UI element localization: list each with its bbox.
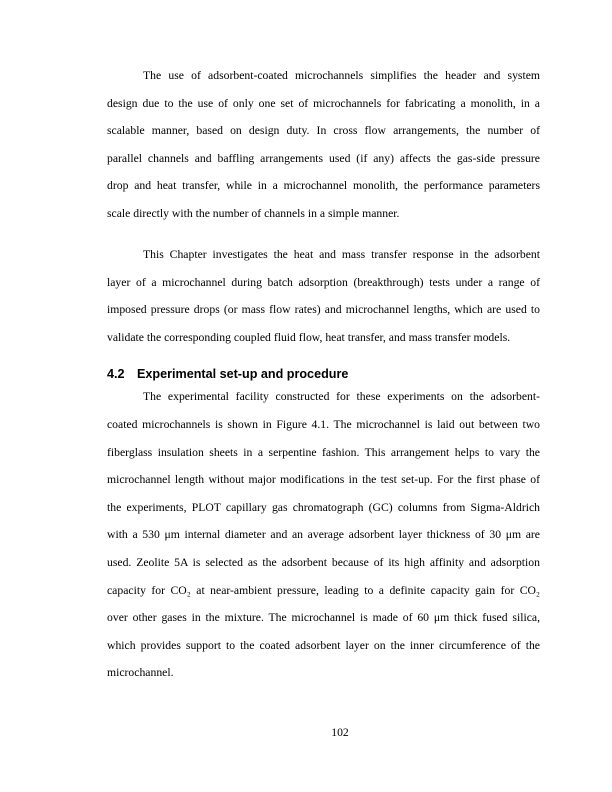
text-line: The experimental facility constructed for these experiments on the adsorbent-	[143, 390, 540, 404]
text-line: imposed pressure drops (or mass flow rates) and microchannel lengths, which are used to	[107, 303, 540, 317]
text-line: The use of adsorbent-coated microchannels simplifies the header and system	[143, 69, 540, 82]
text-line: This Chapter investigates the heat and mass transfer response in the adsorbent	[143, 248, 540, 262]
paragraph-3	[107, 383, 540, 687]
text-line: over other gases in the mixture. The microchannel is made of 60 μm thick fused silica,	[107, 611, 540, 625]
page-number: 102	[331, 726, 349, 739]
text-line: parallel channels and baffling arrangements used (if any) affects the gas-side pressure	[107, 151, 540, 165]
text-line: scale directly with the number of channels in a simple manner.	[107, 206, 400, 220]
text-line: capacity for CO₂ at near-ambient pressure, leading to a definite capacity gain for CO₂	[107, 583, 540, 597]
document-body	[107, 62, 540, 700]
paragraph-2	[107, 241, 540, 351]
text-line: design due to the use of only one set of microchannels for fabricating a monolith, in a	[107, 96, 540, 110]
text-line: coated microchannels is shown in Figure 4.1. The microchannel is laid out between two	[107, 418, 540, 432]
text-line: used. Zeolite 5A is selected as the adsorbent because of its high affinity and adsorption	[107, 556, 540, 569]
text-line: with a 530 μm internal diameter and an average adsorbent layer thickness of 30 μm are	[107, 528, 540, 542]
text-line: layer of a microchannel during batch adsorption (breakthrough) tests under a range of	[107, 275, 540, 289]
text-line: microchannel.	[107, 666, 174, 680]
text-line: which provides support to the coated adsorbent layer on the inner circumference of the	[107, 638, 540, 652]
text-line: microchannel length without major modifications in the test set-up. For the first phase of	[107, 473, 540, 487]
section-heading	[107, 366, 540, 383]
text-line: scalable manner, based on design duty. In cross flow arrangements, the number of	[107, 124, 540, 138]
text-line: fiberglass insulation sheets in a serpentine fashion. This arrangement helps to vary the	[107, 445, 540, 459]
text-line: drop and heat transfer, while in a microchannel monolith, the performance parameters	[107, 179, 540, 193]
text-line: the experiments, PLOT capillary gas chromatograph (GC) columns from Sigma-Aldrich	[107, 500, 540, 514]
section-number: 4.2	[107, 367, 125, 382]
text-line: validate the corresponding coupled fluid flow, heat transfer, and mass transfer models.	[107, 330, 511, 344]
section-title: Experimental set-up and procedure	[137, 367, 349, 382]
paragraph-1	[107, 62, 540, 228]
